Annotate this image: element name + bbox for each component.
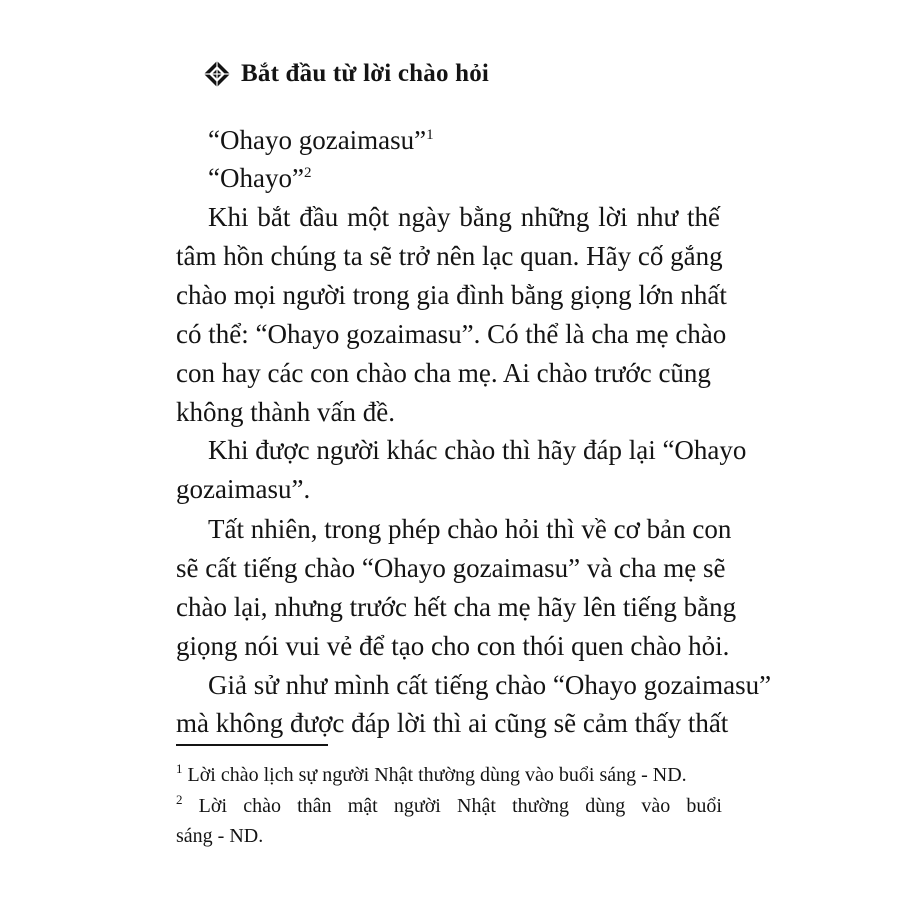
paragraph-line: Giả sử như mình cất tiếng chào “Ohayo gozaimasu” — [208, 670, 772, 700]
paragraph-line: sẽ cất tiếng chào “Ohayo gozaimasu” và cha mẹ sẽ — [176, 553, 726, 583]
paragraph-line: gozaimasu”. — [176, 474, 311, 504]
footnote-ref: 2 — [303, 165, 312, 181]
footnote — [176, 762, 687, 788]
paragraph-line: tâm hồn chúng ta sẽ trở nên lạc quan. Hãy cố gắng — [176, 241, 723, 271]
footnote-divider — [176, 744, 328, 746]
paragraph-line: không thành vấn đề. — [176, 397, 395, 427]
paragraph-line: con hay các con chào cha mẹ. Ai chào trước cũng — [176, 358, 711, 388]
footnote-text: Lời chào lịch sự người Nhật thường dùng vào buổi sáng - ND. — [187, 764, 687, 786]
paragraph-line: Khi bắt đầu một ngày bằng những lời như thế — [208, 202, 720, 232]
section-heading — [203, 60, 489, 88]
greeting-text: “Ohayo” — [208, 163, 304, 193]
paragraph-line: chào lại, nhưng trước hết cha mẹ hãy lên tiếng bằng — [176, 592, 737, 622]
paragraph-line: có thể: “Ohayo gozaimasu”. Có thể là cha mẹ chào — [176, 319, 727, 349]
greeting-text: “Ohayo gozaimasu” — [208, 125, 427, 155]
footnote-text: Lời chào thân mật người Nhật thường dùng vào buổi — [198, 795, 722, 817]
footnote-ref: 1 — [426, 127, 434, 143]
paragraph-line: Tất nhiên, trong phép chào hỏi thì về cơ bản con — [208, 514, 732, 544]
footnote-continuation: sáng - ND. — [176, 825, 264, 847]
greeting-line — [208, 161, 311, 195]
paragraph-line: Khi được người khác chào thì hãy đáp lại “Ohayo — [208, 435, 747, 465]
paragraph-line: chào mọi người trong gia đình bằng giọng lớn nhất — [176, 280, 727, 310]
footnote — [176, 793, 722, 819]
greeting-line — [208, 123, 434, 157]
ornament-diamond-icon — [203, 60, 231, 88]
footnote-number: 1 — [176, 761, 183, 776]
paragraph-line: giọng nói vui vẻ để tạo cho con thói quen chào hỏi. — [176, 631, 730, 661]
footnote-number: 2 — [176, 792, 183, 807]
paragraph-line: mà không được đáp lời thì ai cũng sẽ cảm thấy thất — [176, 708, 729, 738]
section-title: Bắt đầu từ lời chào hỏi — [241, 60, 490, 87]
